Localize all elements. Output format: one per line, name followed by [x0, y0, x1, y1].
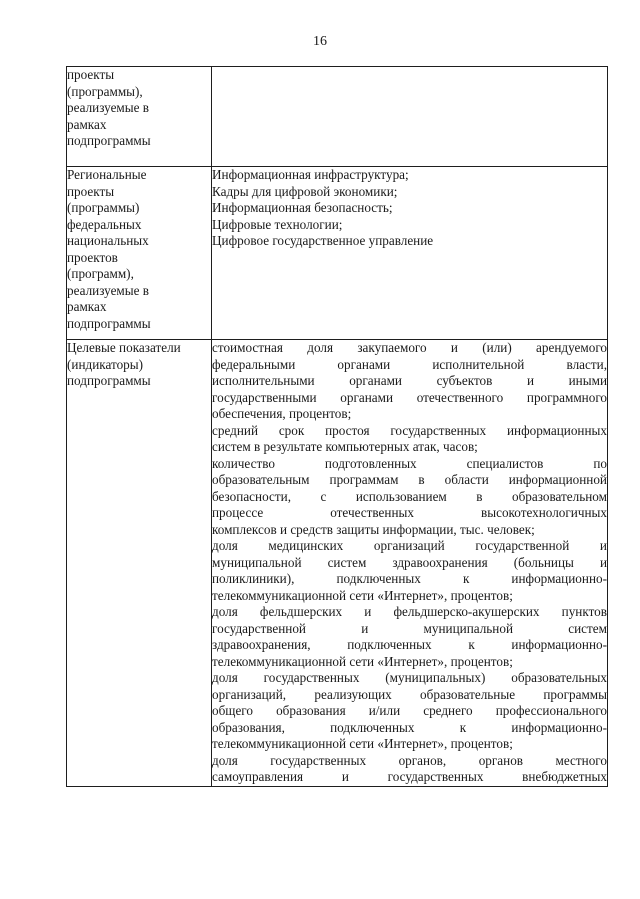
label-line: рамках [67, 299, 107, 314]
content-line: муниципальной систем здравоохранения (больницы и [212, 554, 607, 570]
table-row-projects-continued [67, 67, 608, 167]
label-line: подпрограммы [67, 315, 151, 331]
passport-table [66, 66, 608, 787]
label-line: национальных [67, 233, 149, 248]
label-line: реализуемые в [67, 282, 150, 298]
row-label-cell [67, 167, 212, 340]
content-line: Информационная безопасность; [212, 200, 393, 215]
content-line: обеспечения, процентов; [212, 406, 352, 421]
content-line: комплексов и средств защиты информации, тыс. человек; [212, 521, 535, 537]
row-content-cell [212, 340, 608, 787]
label-line: Региональные [67, 167, 147, 182]
content-line: образовательным программам в области информационной [212, 472, 607, 487]
content-line: доля медицинских организаций государственной и [212, 538, 607, 553]
content-line: образования, подключенных к информационно- [212, 719, 607, 735]
label-line: федеральных [67, 216, 142, 232]
content-line: телекоммуникационной сети «Интернет», процентов; [212, 736, 513, 751]
content-line: доля государственных органов, органов местного [212, 752, 607, 768]
label-line: (программ), [67, 266, 134, 281]
content-line: телекоммуникационной сети «Интернет», процентов; [212, 653, 513, 669]
content-line: организаций, реализующих образовательные программы [212, 686, 607, 702]
label-line: рамках [67, 116, 107, 132]
content-line: телекоммуникационной сети «Интернет», процентов; [212, 587, 513, 603]
content-line: Кадры для цифровой экономики; [212, 183, 398, 199]
content-line: государственной и муниципальной систем [212, 620, 607, 636]
table-row-target-indicators [67, 340, 608, 787]
label-line: подпрограммы [67, 373, 151, 388]
label-line: (программы), [67, 83, 143, 99]
table-row-regional-projects [67, 167, 608, 340]
label-line: проектов [67, 249, 118, 265]
content-line: Цифровое государственное управление [212, 233, 434, 248]
label-line: реализуемые в [67, 100, 150, 115]
content-line: доля государственных (муниципальных) образовательных [212, 670, 607, 685]
page-number: 16 [313, 34, 327, 49]
content-line: безопасности, с использованием в образовательном [212, 488, 607, 504]
content-line: Цифровые технологии; [212, 216, 343, 232]
content-line: систем в результате компьютерных атак, часов; [212, 439, 478, 454]
content-line: количество подготовленных специалистов по [212, 455, 607, 471]
content-line: средний срок простоя государственных информационных [212, 422, 607, 438]
content-line: поликлиники), подключенных к информационно- [212, 571, 607, 586]
label-line: (программы) [67, 200, 140, 215]
content-line: государственными органами отечественного программного [212, 389, 607, 405]
content-line: стоимостная доля закупаемого и (или) арендуемого [212, 340, 607, 355]
row-label-cell [67, 67, 212, 167]
label-line: Целевые показатели [67, 340, 181, 355]
content-line: здравоохранения, подключенных к информационно- [212, 637, 607, 652]
content-line: доля фельдшерских и фельдшерско-акушерских пунктов [212, 604, 607, 619]
label-line: проекты [67, 67, 115, 82]
row-content-cell [212, 167, 608, 340]
content-line: Информационная инфраструктура; [212, 167, 409, 182]
row-content-cell [212, 67, 608, 167]
content-line: общего образования и/или среднего профессионального [212, 703, 607, 718]
content-line: исполнительными органами субъектов и иными [212, 373, 607, 388]
content-line: федеральными органами исполнительной власти, [212, 356, 607, 372]
label-line: подпрограммы [67, 133, 151, 148]
label-line: проекты [67, 183, 115, 199]
label-line: (индикаторы) [67, 356, 144, 372]
row-label-cell [67, 340, 212, 787]
content-line: самоуправления и государственных внебюджетных [212, 769, 607, 784]
content-line: процессе отечественных высокотехнологичных [212, 505, 607, 520]
